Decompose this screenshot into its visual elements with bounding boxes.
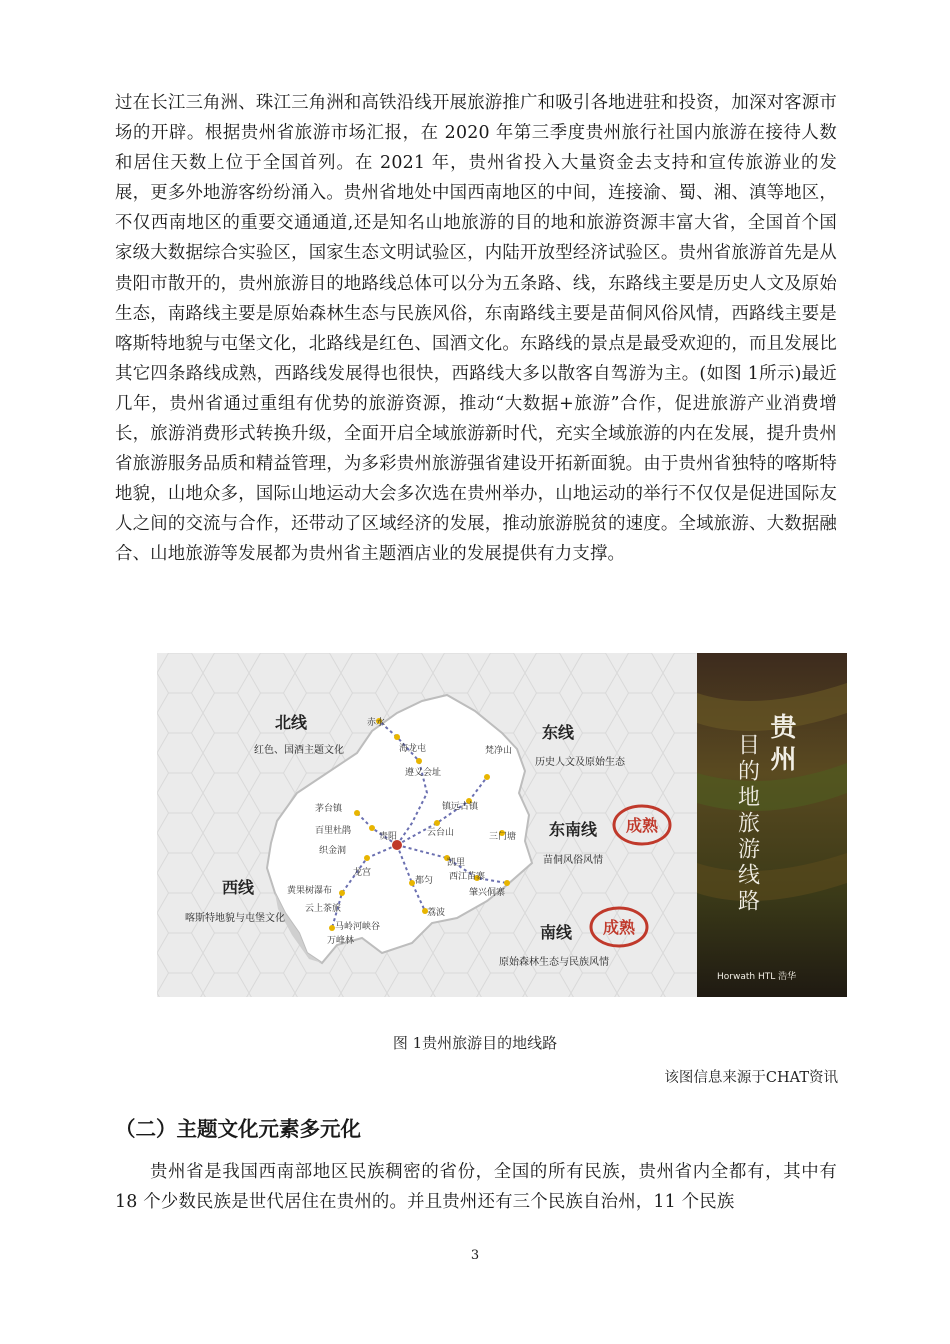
place-label: 贵阳 bbox=[379, 832, 398, 842]
route-desc-southeast: 苗侗风俗风情 bbox=[543, 855, 603, 866]
destination-poster bbox=[697, 653, 847, 997]
figure-caption: 图 1贵州旅游目的地线路 bbox=[392, 1034, 558, 1052]
route-map-figure bbox=[157, 653, 847, 997]
route-desc-east: 历史人文及原始生态 bbox=[535, 757, 625, 768]
place-label: 龙宫 bbox=[353, 868, 372, 878]
place-label: 梵净山 bbox=[485, 746, 513, 756]
place-label: 赤水 bbox=[367, 718, 386, 728]
place-label: 肇兴侗寨 bbox=[469, 888, 506, 898]
poster-title-province: 贵州 bbox=[766, 713, 796, 777]
poster-title-subtitle: 目的地旅游线路 bbox=[734, 733, 760, 915]
route-map-graphic bbox=[157, 653, 847, 997]
place-label: 三门塘 bbox=[489, 832, 517, 842]
place-label: 万峰林 bbox=[327, 936, 355, 946]
svg-text:成熟: 成熟 bbox=[602, 918, 636, 937]
place-label: 凯里 bbox=[447, 858, 466, 868]
body-paragraph: 过在长江三角洲、珠江三角洲和高铁沿线开展旅游推广和吸引各地进驻和投资，加深对客源市场的开辟。根据贵州省旅游市场汇报，在 2020 年第三季度贵州旅行社国内旅游在接待人数和居住天数上位于全国首列。在 2021 年，贵州省投入大量资金去支持和宣传旅游业的发展，更多外地游客纷纷涌入。贵州省地处中国西南地区的中间，连接渝、蜀、湘、滇等地区，不仅西南地区的重要交通通道,还是知名山地旅游的目的地和旅游资源丰富大省，全国首个国家级大数据综合实验区，国家生态文明试验区，内陆开放型经济试验区。贵州省旅游首先是从贵阳市散开的，贵州旅游目的地路线总体可以分为五条路、线，东路线主要是历史人文及原始生态，南路线主要是原始森林生态与民族风俗，东南路线主要是苗侗风俗风情，西路线主要是喀斯特地貌与屯堡文化，北路线是红色、国酒文化。东路线的景点是最受欢迎的，而且发展比其它四条路线成熟，西路线发展得也很快，西路线大多以散客自驾游为主。(如图 1所示)最近几年，贵州省通过重组有优势的旅游资源，推动“大数据+旅游”合作，促进旅游产业消费增长，旅游消费形式转换升级，全面开启全域旅游新时代，充实全域旅游的内在发展，提升贵州省旅游服务品质和精益管理，为多彩贵州旅游强省建设开拓新面貌。由于贵州省独特的喀斯特地貌，山地众多，国际山地运动大会多次选在贵州举办，山地运动的举行不仅仅是促进国际友人之间的交流与合作，还带动了区域经济的发展，推动旅游脱贫的速度。全域旅游、大数据融合、山地旅游等发展都为贵州省主题酒店业的发展提供有力支撑。 bbox=[115, 93, 837, 565]
place-label: 云上茶旅 bbox=[305, 904, 342, 914]
route-desc-north: 红色、国酒主题文化 bbox=[254, 745, 344, 756]
place-label: 遵义会址 bbox=[405, 768, 442, 778]
route-name-north: 北线 bbox=[275, 713, 308, 732]
place-label: 都匀 bbox=[415, 876, 434, 886]
place-label: 荔波 bbox=[427, 908, 446, 918]
page-number: 3 bbox=[470, 1248, 480, 1263]
place-label: 镇远古镇 bbox=[442, 802, 479, 812]
route-name-east: 东线 bbox=[542, 723, 575, 742]
place-label: 织金洞 bbox=[319, 846, 347, 856]
route-name-southeast: 东南线 bbox=[549, 820, 598, 839]
figure-source: 该图信息来源于CHAT资讯 bbox=[664, 1070, 838, 1086]
place-label: 百里杜鹃 bbox=[315, 826, 352, 836]
route-desc-south: 原始森林生态与民族风情 bbox=[499, 957, 609, 968]
place-label: 马岭河峡谷 bbox=[335, 922, 381, 932]
route-name-south: 南线 bbox=[540, 923, 573, 942]
route-name-west: 西线 bbox=[222, 878, 255, 897]
svg-text:成熟: 成熟 bbox=[625, 816, 659, 835]
place-label: 海龙屯 bbox=[399, 744, 427, 754]
poster-brand: Horwath HTL 浩华 bbox=[717, 972, 797, 982]
section-heading: （二）主题文化元素多元化 bbox=[115, 1117, 361, 1141]
place-label: 西江苗寨 bbox=[449, 872, 486, 882]
route-desc-west: 喀斯特地貌与屯堡文化 bbox=[185, 913, 285, 924]
place-label: 茅台镇 bbox=[315, 804, 343, 814]
body-paragraph: 贵州省是我国西南部地区民族稠密的省份，全国的所有民族，贵州省内全都有，其中有 18 个少数民族是世代居住在贵州的。并且贵州还有三个民族自治州，11 个民族 bbox=[115, 1162, 837, 1213]
place-label: 黄果树瀑布 bbox=[287, 886, 333, 896]
place-label: 云台山 bbox=[427, 828, 455, 838]
